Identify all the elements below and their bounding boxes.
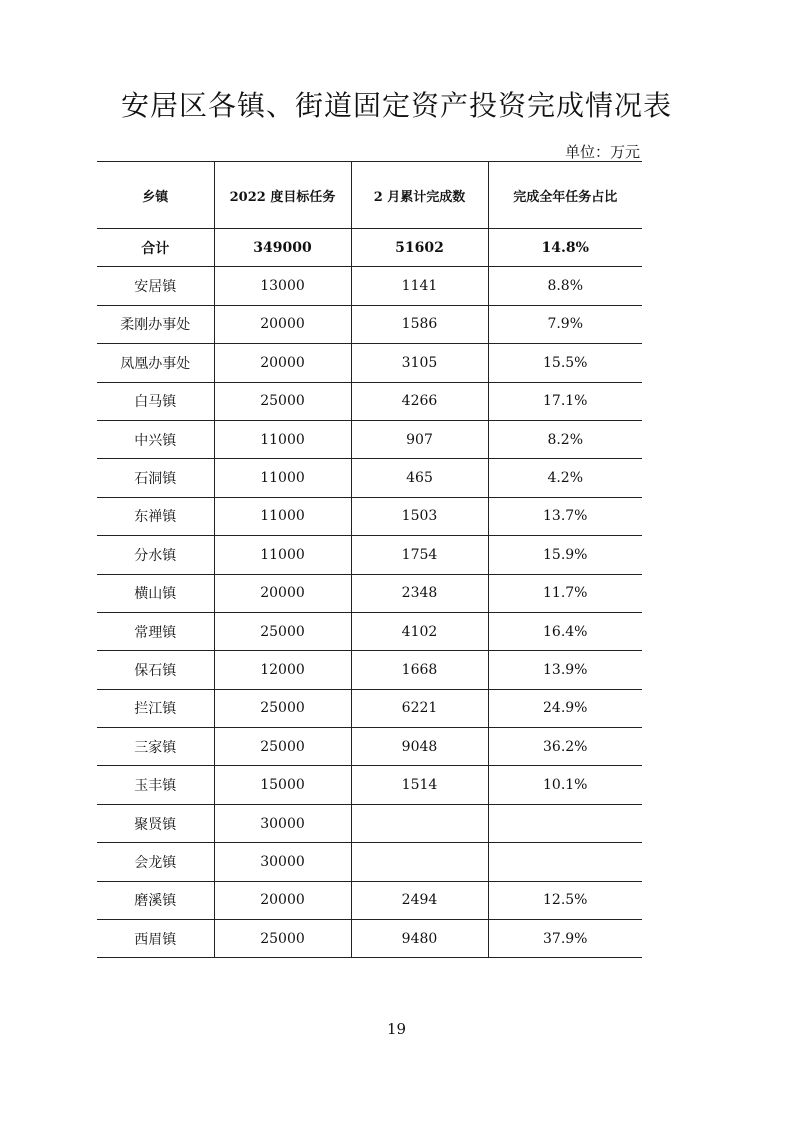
- cell-completed: 9048: [351, 728, 488, 766]
- cell-ratio: [488, 804, 642, 842]
- cell-target: 13000: [214, 267, 351, 305]
- cell-town: 保石镇: [97, 651, 214, 689]
- cell-completed: 2348: [351, 574, 488, 612]
- table-row: [97, 536, 642, 574]
- table-row-total: [97, 229, 642, 267]
- unit-label: 单位：万元: [564, 143, 640, 161]
- cell-town: 白马镇: [97, 382, 214, 420]
- header-annual-target: 2022 度目标任务: [214, 162, 351, 229]
- table-row: [97, 497, 642, 535]
- table-row: [97, 766, 642, 804]
- cell-ratio: 36.2%: [488, 728, 642, 766]
- cell-ratio: 14.8%: [488, 229, 642, 267]
- cell-town: 东禅镇: [97, 497, 214, 535]
- cell-target: 20000: [214, 344, 351, 382]
- cell-target: 25000: [214, 689, 351, 727]
- cell-completed: 465: [351, 459, 488, 497]
- cell-target: 20000: [214, 574, 351, 612]
- cell-target: 11000: [214, 459, 351, 497]
- cell-completed: 1586: [351, 305, 488, 343]
- cell-ratio: 37.9%: [488, 920, 642, 958]
- cell-town: 拦江镇: [97, 689, 214, 727]
- cell-ratio: 8.2%: [488, 420, 642, 458]
- table-row: [97, 843, 642, 881]
- cell-completed: 1514: [351, 766, 488, 804]
- cell-completed: 51602: [351, 229, 488, 267]
- cell-town: 横山镇: [97, 574, 214, 612]
- table-row: [97, 420, 642, 458]
- header-cumulative-completed: 2 月累计完成数: [351, 162, 488, 229]
- investment-table: [97, 161, 642, 958]
- cell-ratio: 10.1%: [488, 766, 642, 804]
- cell-target: 349000: [214, 229, 351, 267]
- cell-completed: 907: [351, 420, 488, 458]
- header-town: 乡镇: [97, 162, 214, 229]
- cell-ratio: 11.7%: [488, 574, 642, 612]
- cell-ratio: 17.1%: [488, 382, 642, 420]
- cell-target: 11000: [214, 497, 351, 535]
- cell-target: 15000: [214, 766, 351, 804]
- cell-ratio: 13.9%: [488, 651, 642, 689]
- cell-ratio: 4.2%: [488, 459, 642, 497]
- cell-town: 凤凰办事处: [97, 344, 214, 382]
- cell-completed: 1668: [351, 651, 488, 689]
- cell-target: 30000: [214, 843, 351, 881]
- table-row: [97, 881, 642, 919]
- cell-ratio: 13.7%: [488, 497, 642, 535]
- cell-target: 25000: [214, 920, 351, 958]
- table-row: [97, 728, 642, 766]
- cell-town: 三家镇: [97, 728, 214, 766]
- cell-target: 20000: [214, 305, 351, 343]
- cell-town: 安居镇: [97, 267, 214, 305]
- table-row: [97, 574, 642, 612]
- cell-target: 25000: [214, 612, 351, 650]
- cell-completed: 6221: [351, 689, 488, 727]
- table-row: [97, 689, 642, 727]
- cell-target: 25000: [214, 728, 351, 766]
- cell-town: 西眉镇: [97, 920, 214, 958]
- table-header-row: [97, 162, 642, 229]
- cell-completed: [351, 843, 488, 881]
- cell-town: 合计: [97, 229, 214, 267]
- cell-town: 石洞镇: [97, 459, 214, 497]
- cell-completed: 1503: [351, 497, 488, 535]
- document-title: 安居区各镇、街道固定资产投资完成情况表: [120, 89, 672, 122]
- table-row: [97, 267, 642, 305]
- table-row: [97, 612, 642, 650]
- cell-completed: 3105: [351, 344, 488, 382]
- table-row: [97, 382, 642, 420]
- cell-ratio: 7.9%: [488, 305, 642, 343]
- cell-ratio: [488, 843, 642, 881]
- cell-town: 分水镇: [97, 536, 214, 574]
- header-completion-ratio: 完成全年任务占比: [488, 162, 642, 229]
- table-row: [97, 344, 642, 382]
- cell-completed: 2494: [351, 881, 488, 919]
- cell-ratio: 15.9%: [488, 536, 642, 574]
- table-row: [97, 920, 642, 958]
- table-row: [97, 804, 642, 842]
- cell-target: 30000: [214, 804, 351, 842]
- table-row: [97, 305, 642, 343]
- cell-completed: 4102: [351, 612, 488, 650]
- page-number: 19: [386, 1020, 407, 1038]
- cell-town: 中兴镇: [97, 420, 214, 458]
- cell-target: 20000: [214, 881, 351, 919]
- cell-town: 会龙镇: [97, 843, 214, 881]
- cell-completed: 1754: [351, 536, 488, 574]
- cell-town: 玉丰镇: [97, 766, 214, 804]
- table-row: [97, 459, 642, 497]
- cell-target: 11000: [214, 536, 351, 574]
- cell-town: 磨溪镇: [97, 881, 214, 919]
- cell-town: 聚贤镇: [97, 804, 214, 842]
- cell-completed: 4266: [351, 382, 488, 420]
- cell-target: 12000: [214, 651, 351, 689]
- table-row: [97, 651, 642, 689]
- cell-completed: 1141: [351, 267, 488, 305]
- cell-ratio: 12.5%: [488, 881, 642, 919]
- cell-ratio: 16.4%: [488, 612, 642, 650]
- cell-town: 常理镇: [97, 612, 214, 650]
- cell-ratio: 8.8%: [488, 267, 642, 305]
- cell-completed: [351, 804, 488, 842]
- cell-town: 柔刚办事处: [97, 305, 214, 343]
- cell-ratio: 15.5%: [488, 344, 642, 382]
- cell-target: 11000: [214, 420, 351, 458]
- cell-completed: 9480: [351, 920, 488, 958]
- cell-target: 25000: [214, 382, 351, 420]
- cell-ratio: 24.9%: [488, 689, 642, 727]
